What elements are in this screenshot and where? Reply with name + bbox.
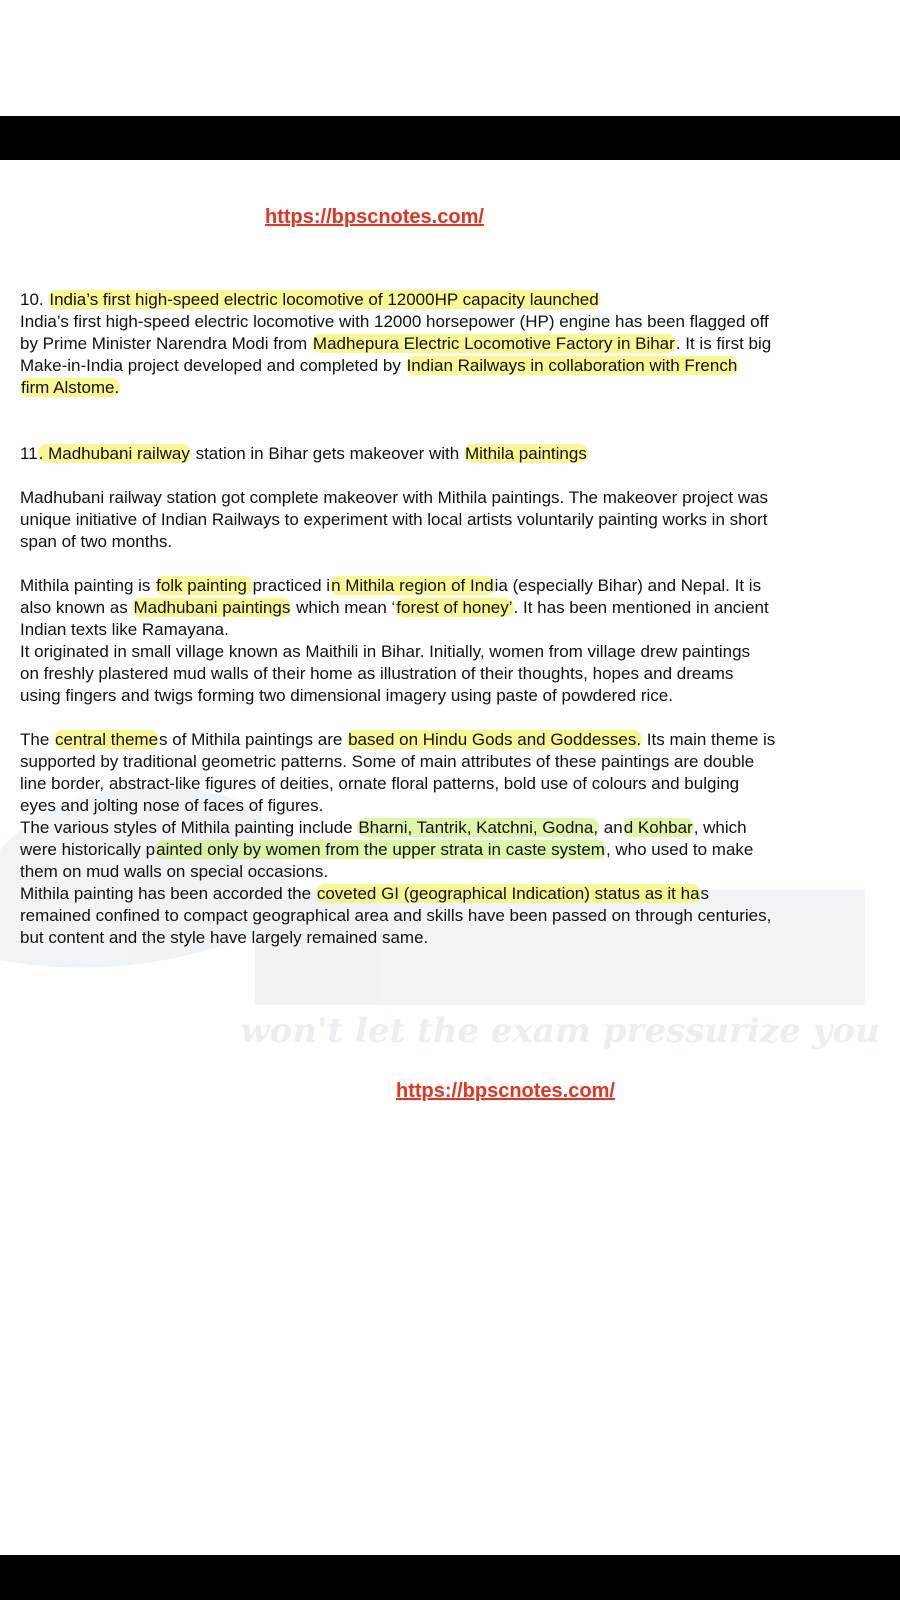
paragraph [20,883,880,949]
highlight: folk painting [156,576,252,595]
paragraph-line: supported by traditional geometric patterns. Some of main attributes of these paintings are double [20,752,755,771]
highlight: central theme [55,730,159,749]
paragraph-line [20,729,880,751]
paragraph-line: span of two months. [20,532,173,551]
highlight: firm Alstome. [21,378,120,397]
paragraph [20,641,880,707]
text-run: s of Mithila paintings are [159,730,348,749]
paragraph-line: Indian texts like Ramayana. [20,620,229,639]
bpscnotes-link-top[interactable]: https://bpscnotes.com/ [265,206,484,228]
text-run: Mithila painting has been accorded the [20,884,316,903]
item-number: 10. [20,290,49,309]
bottom-black-bar [0,1555,900,1600]
highlight: India’s first high-speed electric locomotive of 12000HP capacity launched [49,290,599,309]
text-run: s [700,884,710,903]
paragraph-line: but content and the style have largely remained same. [20,928,429,947]
highlight: ainted only by women from the upper strata in caste system [156,840,605,859]
top-black-bar [0,116,900,160]
text-run: also known as [20,598,133,617]
text-run: The [20,730,55,749]
paragraph-line: line border, abstract-like figures of deities, ornate floral patterns, bold use of colours and bulging [20,774,740,793]
paragraph-line: them on mud walls on special occasions. [20,862,329,881]
highlight: . Madhubani railway [38,444,190,463]
paragraph-line: unique initiative of Indian Railways to experiment with local artists voluntarily painting works in short [20,510,768,529]
bpscnotes-link-bottom[interactable]: https://bpscnotes.com/ [396,1080,615,1102]
item-number: 11 [20,444,38,463]
paragraph-line [20,839,880,861]
item-10-line: India’s first high-speed electric locomotive with 12000 horsepower (HP) engine has been flagged off [20,312,769,331]
text-run: . It is first big [675,334,772,353]
paragraph-line [20,597,880,619]
text-run: Its main theme is [642,730,776,749]
text-run: , who used to make [605,840,754,859]
paragraph [20,487,880,553]
item-11-title [20,443,880,465]
paragraph-line [20,575,880,597]
text-run: by Prime Minister Narendra Modi from [20,334,312,353]
text-run: which mean ‘ [291,598,396,617]
item-10-line [20,355,880,377]
item-11-title-line [20,443,880,465]
paragraph [20,729,880,817]
highlight: based on Hindu Gods and Goddesses. [348,730,642,749]
highlight: Madhepura Electric Locomotive Factory in Bihar [312,334,675,353]
item-10-title [20,289,880,311]
text-run: , which [693,818,747,837]
highlight: d Kohbar [623,818,693,837]
paragraph-line: Madhubani railway station got complete makeover with Mithila paintings. The makeover project was [20,488,769,507]
text-run: The various styles of Mithila painting include [20,818,358,837]
text-run: ia (especially Bihar) and Nepal. It is [494,576,762,595]
paragraph-line: eyes and jolting nose of faces of figures. [20,796,324,815]
item-10 [20,289,880,399]
text-run: Make-in-India project developed and completed by [20,356,406,375]
paragraph [20,817,880,883]
paragraph-line [20,883,880,905]
text-run: station in Bihar gets makeover with [190,444,464,463]
text-run: an [599,818,623,837]
item-10-line [20,377,880,399]
item-10-line [20,333,880,355]
paragraph-line: on freshly plastered mud walls of their home as illustration of their thoughts, hopes and dreams [20,664,734,683]
highlight: forest of honey’ [396,598,513,617]
watermark-tagline: won't let the exam pressurize you [240,1011,880,1051]
text-run: were historically p [20,840,156,859]
paragraph-line: remained confined to compact geographical area and skills have been passed on through centuries, [20,906,772,925]
highlight: Indian Railways in collaboration with French [406,356,738,375]
highlight: Bharni, Tantrik, Katchni, Godna, [358,818,599,837]
highlight: Mithila paintings [464,444,587,463]
paragraph-line: It originated in small village known as Maithili in Bihar. Initially, women from village drew paintings [20,642,751,661]
text-run: practiced i [252,576,331,595]
text-run: Mithila painting is [20,576,156,595]
text-run: . It has been mentioned in ancient [513,598,769,617]
paragraph-line [20,817,880,839]
highlight: n Mithila region of Ind [331,576,494,595]
paragraph [20,575,880,641]
paragraph-line: using fingers and twigs forming two dimensional imagery using paste of powdered rice. [20,686,673,705]
highlight: Madhubani paintings [133,598,291,617]
highlight: coveted GI (geographical Indication) status as it ha [316,884,700,903]
